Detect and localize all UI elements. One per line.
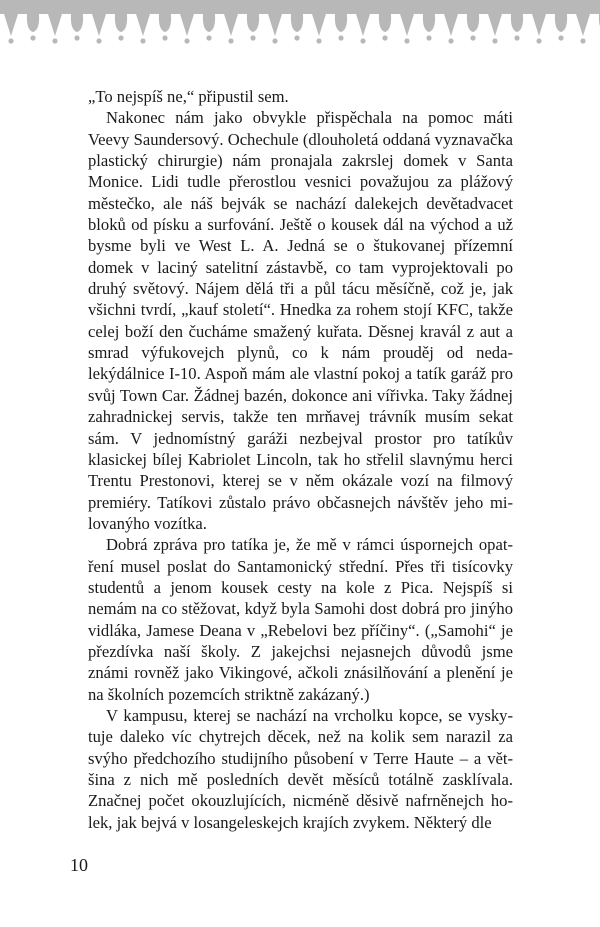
ornament-shape — [312, 14, 326, 36]
ornament-dot — [294, 35, 299, 40]
ornament-dot — [360, 38, 365, 43]
ornament-shape — [247, 14, 259, 32]
ornament-shape — [356, 14, 370, 36]
body-text — [88, 86, 513, 833]
ornament-shape — [467, 14, 479, 32]
ornament-dot — [470, 35, 475, 40]
paragraph-4: V kampusu, kterej se nachází na vrcholku kopce, se vyskytuje daleko víc chytrejch děcek, než na kolik sem narazil za svýho předchozího studijního působení v Terre Haute – a většina z nich mě posledních devět měsíců totálně zasklívala. Značnej počet okouzlujících, nicméně děsivě nafrněnejch holek, jak bejvá v losangeleskejch krajích zvykem. Některý dle — [88, 705, 513, 832]
ornament-shape — [115, 14, 127, 32]
ornament-shape — [379, 14, 391, 32]
paragraph-2: Nakonec nám jako obvykle přispěchala na pomoc máti Veevy Saundersový. Ochechule (dlouholetá oddaná vyznavačka plastický chirurgie) nám pronajala zakrslej domek v Santa Monice. Lidi tudle přerostlou vesnici považujou za plážový městečko, ale náš bejvák se nachází dalekejch devětadvacet bloků od písku a surfování. Ještě o kousek dál na východ a už bysme byli ve West L. A. Jedná se o štukovanej přízemní domek v laciný satelitní zástavbě, co tam vyprojektovali po druhý světový. Nájem dělá tři a půl tácu měsíčně, což je, jak všichni tvrdí, „kauf století“. Hnedka za rohem stojí KFC, takže celej boží den čucháme smažený kuřata. Děsnej kravál z aut a smrad výfukovejch plynů, co k nám prouděj od nedalekýdálnice I-10. Aspoň mám ale vlastní pokoj a tatík garáž pro svůj Town Car. Žádnej bazén, dokonce ani vířivka. Taky žádnej zahradnickej servis, takže ten mrňavej trávník musím sekat sám. V jednomístný garáži nezbejval prostor pro tatíkův klasickej bílej Kabriolet Lincoln, tak ho střelil slavnýmu herci Trentu Prestonovi, kterej se v něm okázale vozí na filmový premiéry. Tatíkovi zůstalo právo občasnejch návštěv jeho milovanýho vozítka. — [88, 108, 513, 533]
ornament-shape — [555, 14, 567, 32]
ornament-dot — [184, 38, 189, 43]
ornament-shape — [71, 14, 83, 32]
paragraph-1: „To nejspíš ne,“ připustil sem. — [88, 87, 289, 106]
ornament-shape — [180, 14, 194, 36]
ornament-shape — [291, 14, 303, 32]
ornament-dot — [272, 38, 277, 43]
ornament-shape — [224, 14, 238, 36]
ornament-dot — [96, 38, 101, 43]
header-ornament — [0, 0, 600, 48]
ornament-shape — [532, 14, 546, 36]
ornament-band — [0, 0, 600, 14]
ornament-dot — [250, 35, 255, 40]
ornament-dot — [382, 35, 387, 40]
ornament-dot — [52, 38, 57, 43]
ornament-shape — [511, 14, 523, 32]
ornament-shape — [27, 14, 39, 32]
ornament-dot — [514, 35, 519, 40]
ornament-shape — [576, 14, 590, 36]
ornament-dot — [206, 35, 211, 40]
ornament-shape — [488, 14, 502, 36]
ornament-dot — [448, 38, 453, 43]
page-number: 10 — [70, 855, 88, 875]
ornament-shape — [4, 14, 18, 36]
ornament-dot — [8, 38, 13, 43]
ornament-shape — [48, 14, 62, 36]
ornament-dot — [74, 35, 79, 40]
ornament-dot — [316, 38, 321, 43]
ornament-dot — [580, 38, 585, 43]
ornament-dot — [492, 38, 497, 43]
ornament-shape — [136, 14, 150, 36]
ornament-dot — [140, 38, 145, 43]
ornament-dot — [338, 35, 343, 40]
ornament-shape — [444, 14, 458, 36]
ornament-dot — [558, 35, 563, 40]
ornament-dot — [404, 38, 409, 43]
ornament-shape — [400, 14, 414, 36]
paragraph-3: Dobrá zpráva pro tatíka je, že mě v rámci úspornejch opatření musel poslat do Santamonický střední. Přes tři tisícovky studentů a jenom kousek cesty na kole z Pica. Nejspíš si nemám na co stěžovat, když byla Samohi dost dobrá pro jinýho vidláka, Jamese Deana v „Rebelovi bez příčiny“. („Samohi“ je přezdívka naší školy. Z jakejchsi nejasnejch důvodů jsme známi rovněž jako Vikingové, ačkoli znásilňování a plenění je na školních pozemcích striktně zakázaný.) — [88, 535, 513, 704]
ornament-shape — [159, 14, 171, 32]
ornament-dot — [162, 35, 167, 40]
ornament-shape — [268, 14, 282, 36]
ornament-shape — [423, 14, 435, 32]
ornament-shape — [335, 14, 347, 32]
ornament-dot — [426, 35, 431, 40]
ornament-shape — [92, 14, 106, 36]
ornament-dot — [228, 38, 233, 43]
ornament-shape — [203, 14, 215, 32]
ornament-dot — [30, 35, 35, 40]
ornament-dot — [118, 35, 123, 40]
ornament-dot — [536, 38, 541, 43]
